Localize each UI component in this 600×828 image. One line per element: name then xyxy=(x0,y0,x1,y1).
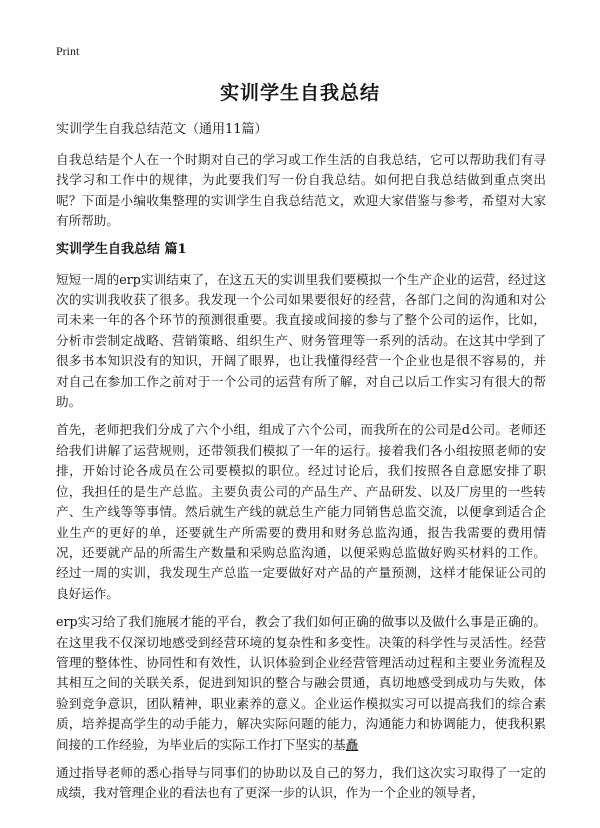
print-label[interactable]: Print xyxy=(56,44,80,58)
article-subtitle: 实训学生自我总结范文（通用11篇） xyxy=(56,122,268,137)
body-paragraph-2: 首先，老师把我们分成了六个小组，组成了六个公司，而我所在的公司是d公司。老师还给我们讲解了运营规则，还带领我们模拟了一年的运行。接着我们各小组按照老师的安排，开始讨论各成员在公司要模拟的职位。经过讨论后，我们按照各自意愿安排了职位，我担任的是生产总监。主要负责公司的产品生产、产品研发、以及厂房里的一些转产、生产线等等事情。然后就生产线的就总生产能力同销售总监交流，以便拿到适合企业生产的更好的单，还要就生产所需要的费用和财务总监沟通，报告我需要的费用情况，还要就产品的所需生产数量和采购总监沟通，以便采购总监做好购买材料的工作。经过一周的实训，我发现生产总监一定要做好对产品的产量预测，这样才能保证公司的良好运作。 xyxy=(56,422,546,601)
intro-paragraph: 自我总结是个人在一个时期对自己的学习或工作生活的自我总结，它可以帮助我们有寻找学习和工作中的规律，为此要我们写一份自我总结。如何把自我总结做到重点突出呢？下面是小编收集整理的实训学生自我总结范文，欢迎大家借鉴与参考，希望对大家有所帮助。 xyxy=(56,152,546,229)
page-title: 实训学生自我总结 xyxy=(219,82,380,104)
body-paragraph-3-text: erp实习给了我们施展才能的平台，教会了我们如何正确的做事以及做什么事是正确的。在这里我不仅深切地感受到经营环境的复杂性和多变性。决策的科学性与灵活性。经营管理的整体性、协同性和有效性，认识体验到企业经营管理活动过程和主要业务流程及其相互之间的关联关系，促进到知识的整合与融会贯通，真切地感受到成功与失败，体验到竞争意识，团队精神，职业素养的意义。企业运作模拟实习可以提高我们的综合素质，培养提高学生的动手能力，解决实际问题的能力，沟通能力和协调能力，使我积累间接的工作经验，为毕业后的实际工作打下坚实的基 xyxy=(56,614,546,752)
article-body xyxy=(56,120,546,812)
body-paragraph-4: 通过指导老师的悉心指导与同事们的协助以及自己的努力，我们这次实习取得了一定的成绩，我对管理企业的看法也有了更深一步的认识，作为一个企业的领导者， xyxy=(56,764,546,801)
body-paragraph-1: 短短一周的erp实训结束了，在这五天的实训里我们要模拟一个生产企业的运营，经过这次的实训我收获了很多。我发现一个公司如果要很好的经营，各部门之间的沟通和对公司未来一年的各个环节的预测很重要。我直接或间接的参与了整个公司的运作，比如，分析市尝制定战略、营销策略、组织生产、财务管理等一系列的活动。在这其中学到了很多书本知识没有的知识，开阔了眼界，也让我懂得经营一个企业也是很不容易的，并对自己在参加工作之前对于一个公司的运营有所了解，对自己以后工作实习有很大的帮助。 xyxy=(56,271,546,410)
body-paragraph-3-tail: 矗 xyxy=(345,736,359,752)
body-paragraph-3 xyxy=(56,612,546,755)
section-heading: 实训学生自我总结 篇1 xyxy=(56,241,187,257)
